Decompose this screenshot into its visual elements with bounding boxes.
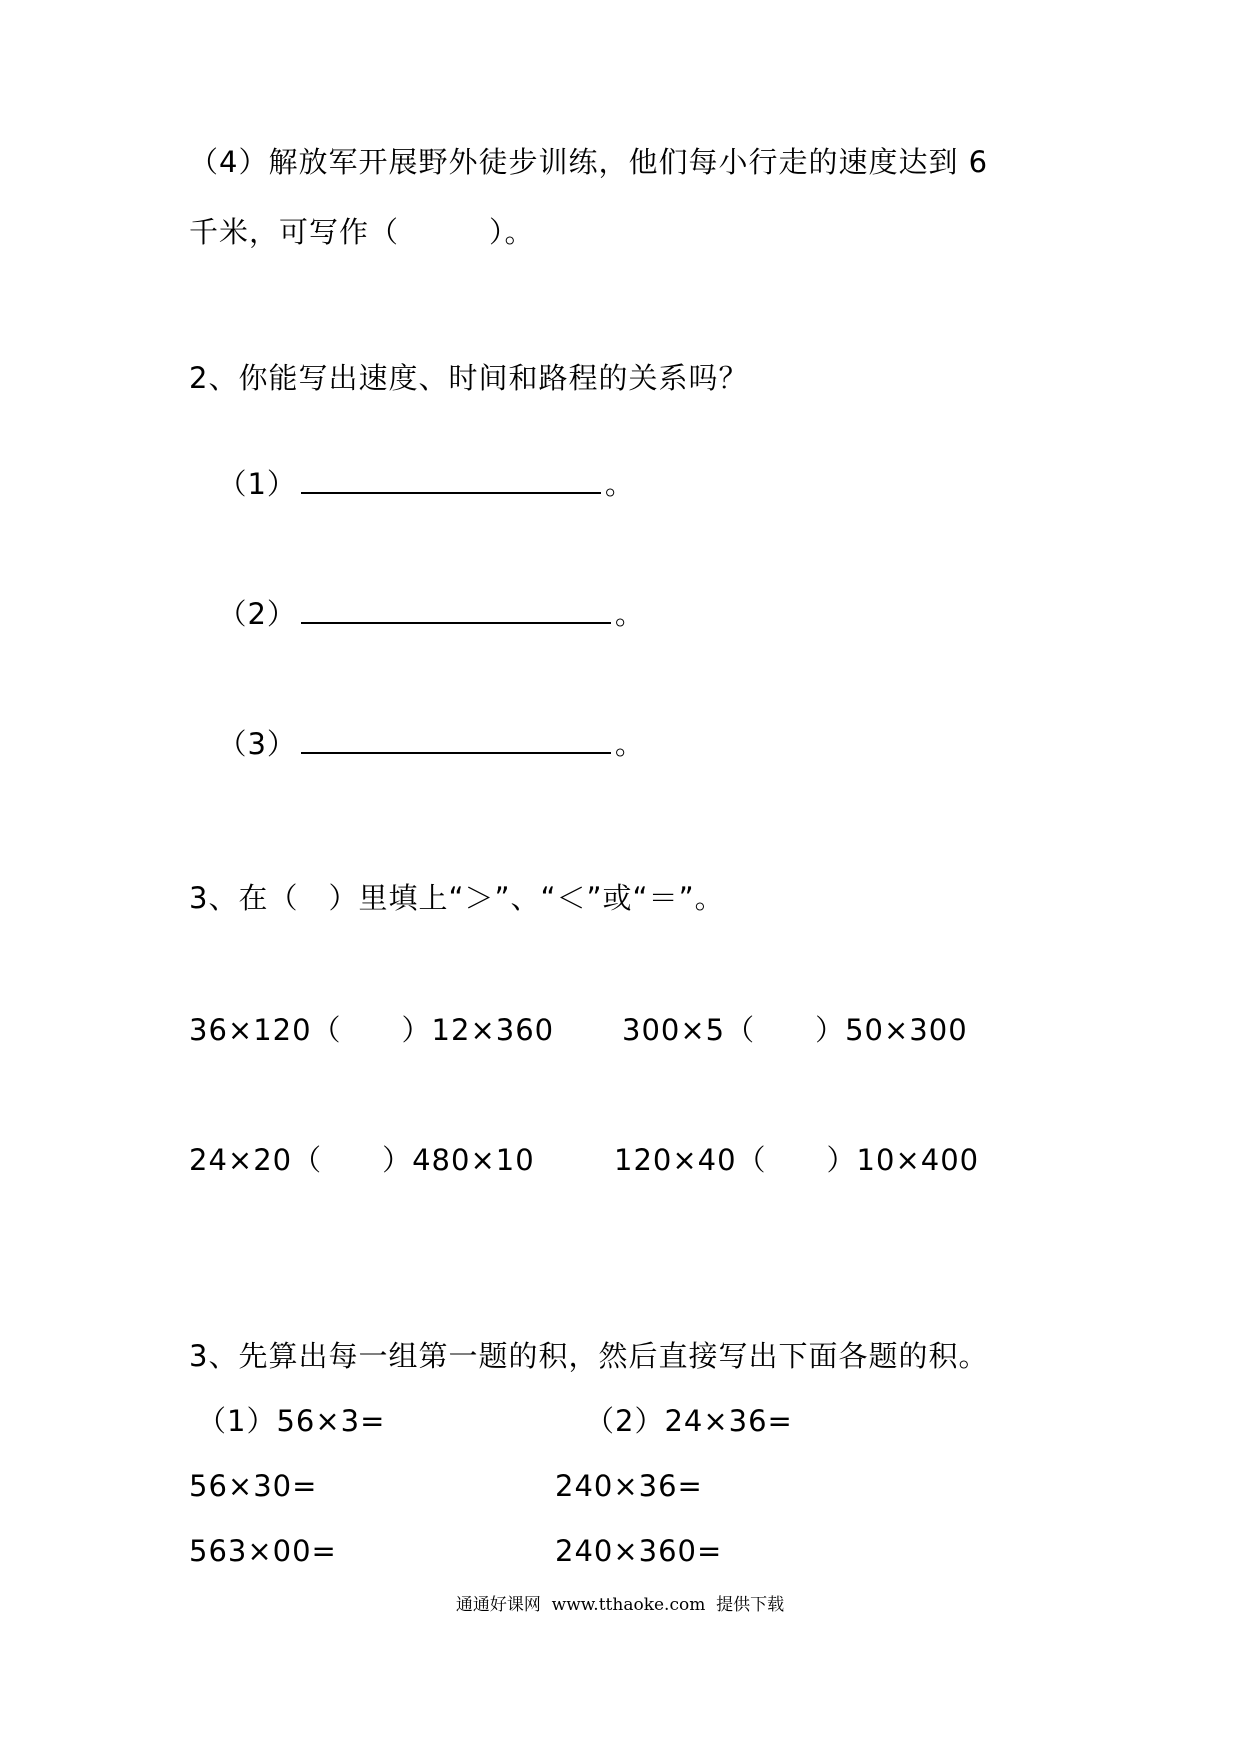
- q2-heading: 2、你能写出速度、时间和路程的关系吗？: [189, 361, 749, 395]
- q2-item-3-label: （3）: [217, 727, 297, 761]
- q2-item-2-end: 。: [614, 597, 645, 631]
- q3-products-heading: 3、先算出每一组第一题的积，然后直接写出下面各题的积。: [189, 1339, 989, 1373]
- q2-item-2: [197, 554, 645, 634]
- page-footer: 通通好课网 www.tthaoke.com 提供下载: [455, 1595, 785, 1615]
- q2-item-1: [197, 424, 635, 504]
- q3-compare-heading: 3、在（ ）里填上“＞”、“＜”或“＝”。: [189, 881, 725, 915]
- q2-item-2-label: （2）: [217, 597, 297, 631]
- product-col2-row2: 240×36=: [555, 1469, 703, 1503]
- compare-row2-left: 24×20（ ）480×10: [189, 1143, 535, 1177]
- answer-blank-1[interactable]: [301, 468, 601, 494]
- product-col1-row3: 563×00=: [189, 1534, 337, 1568]
- compare-row1-right: 300×5（ ）50×300: [622, 1013, 968, 1047]
- product-col1-row1: （1）56×3=: [197, 1404, 386, 1438]
- compare-row1-left: 36×120（ ）12×360: [189, 1013, 555, 1047]
- answer-blank-2[interactable]: [301, 598, 611, 624]
- product-col2-row3: 240×360=: [555, 1534, 723, 1568]
- product-col1-row2: 56×30=: [189, 1469, 318, 1503]
- q2-item-3-end: 。: [614, 727, 645, 761]
- q2-item-3: [197, 684, 645, 764]
- q1-item4-line2: 千米，可写作（ ）。: [189, 215, 535, 249]
- answer-blank-3[interactable]: [301, 728, 611, 754]
- compare-row2-right: 120×40（ ）10×400: [614, 1143, 980, 1177]
- q2-item-1-label: （1）: [217, 467, 297, 501]
- product-col2-row1: （2）24×36=: [585, 1404, 793, 1438]
- q1-item4-line1: （4）解放军开展野外徒步训练，他们每小行走的速度达到 6: [189, 145, 989, 179]
- q2-item-1-end: 。: [604, 467, 635, 501]
